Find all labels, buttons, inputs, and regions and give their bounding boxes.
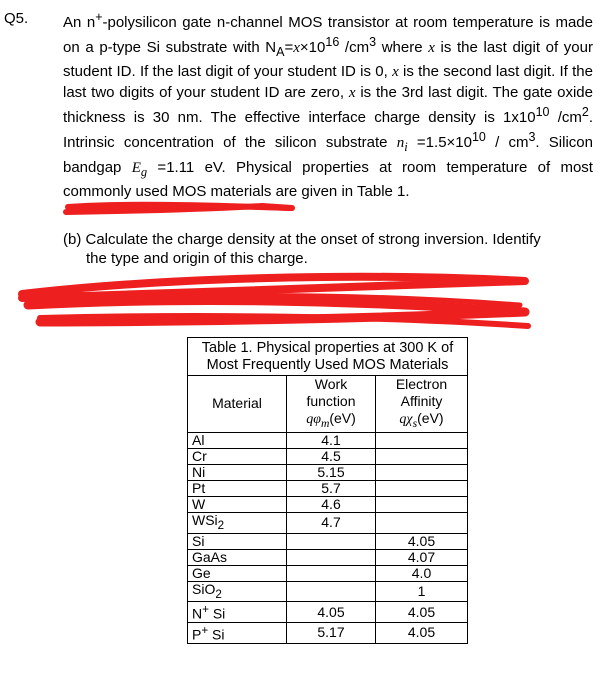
electron-affinity-cell — [376, 432, 468, 448]
electron-affinity-cell: 4.05 — [376, 602, 468, 623]
work-function-cell — [287, 565, 376, 581]
work-function-cell — [287, 533, 376, 549]
material-cell: GaAs — [188, 549, 287, 565]
header-work-function: Work function $q\varphi_m(eV)$ — [287, 376, 376, 433]
electron-affinity-cell — [376, 464, 468, 480]
part-b-line-2: the type and origin of this charge. — [86, 250, 308, 267]
table-row — [188, 432, 468, 448]
work-function-cell: 4.6 — [287, 496, 376, 512]
material-cell: WSi$_2$ — [188, 512, 287, 533]
material-cell: P+ Si — [188, 623, 287, 644]
table-caption: Table 1. Physical properties at 300 K of Most Frequently Used MOS Materials — [187, 337, 468, 375]
material-cell: Ni — [188, 464, 287, 480]
material-cell: N+ Si — [188, 602, 287, 623]
electron-affinity-cell: 4.07 — [376, 549, 468, 565]
materials-table — [187, 375, 468, 644]
electron-affinity-cell: 1 — [376, 581, 468, 602]
table-row — [188, 581, 468, 602]
material-cell: Pt — [188, 480, 287, 496]
properties-table — [187, 337, 468, 644]
question-number: Q5. — [4, 10, 29, 27]
work-function-cell: 4.5 — [287, 448, 376, 464]
table-row — [188, 623, 468, 644]
material-cell: Al — [188, 432, 287, 448]
material-cell: Ge — [188, 565, 287, 581]
electron-affinity-cell — [376, 512, 468, 533]
material-cell: SiO$_2$ — [188, 581, 287, 602]
table-row — [188, 448, 468, 464]
electron-affinity-cell — [376, 480, 468, 496]
electron-affinity-cell: 4.0 — [376, 565, 468, 581]
work-function-cell — [287, 581, 376, 602]
electron-affinity-cell: 4.05 — [376, 623, 468, 644]
table-row — [188, 464, 468, 480]
material-cell: Cr — [188, 448, 287, 464]
table-row — [188, 512, 468, 533]
table-row — [188, 480, 468, 496]
header-material: Material — [188, 376, 287, 433]
electron-affinity-cell: 4.05 — [376, 533, 468, 549]
work-function-cell: 5.7 — [287, 480, 376, 496]
table-row — [188, 496, 468, 512]
table-row — [188, 533, 468, 549]
table-row — [188, 549, 468, 565]
work-function-cell: 5.15 — [287, 464, 376, 480]
header-electron-affinity: Electron Affinity $q\chi_s(eV)$ — [376, 376, 468, 433]
table-row — [188, 602, 468, 623]
electron-affinity-cell — [376, 448, 468, 464]
table-row — [188, 565, 468, 581]
work-function-cell: 4.1 — [287, 432, 376, 448]
table-header-row — [188, 376, 468, 433]
work-function-cell: 5.17 — [287, 623, 376, 644]
material-cell: W — [188, 496, 287, 512]
electron-affinity-cell — [376, 496, 468, 512]
work-function-cell: 4.05 — [287, 602, 376, 623]
part-b-line-1: (b) Calculate the charge density at the onset of strong inversion. Identify — [63, 231, 541, 248]
question-paragraph: An n+-polysilicon gate n-channel MOS transistor at room temperature is made on a p-type Si substrate with $N_A=x\times 10^{16}$ $/cm^3$ where x is the last digit of your student ID. If the last digit of your student ID is 0, x is the second last digit. If the last two digits of your student ID are zero, x is the 3rd last digit. The gate oxide thickness is 30 nm. The effective interface charge density is $1x10^{10}$ $/cm^2$. Intrinsic concentration of the silicon substrate $n_i =1.5\times 10^{10} / cm^3$. Silicon bandgap $E_g =1.11$ eV. Physical properties at room temperature of most commonly used MOS materials are given in Table 1. — [63, 10, 593, 201]
work-function-cell — [287, 549, 376, 565]
material-cell: Si — [188, 533, 287, 549]
work-function-cell: 4.7 — [287, 512, 376, 533]
